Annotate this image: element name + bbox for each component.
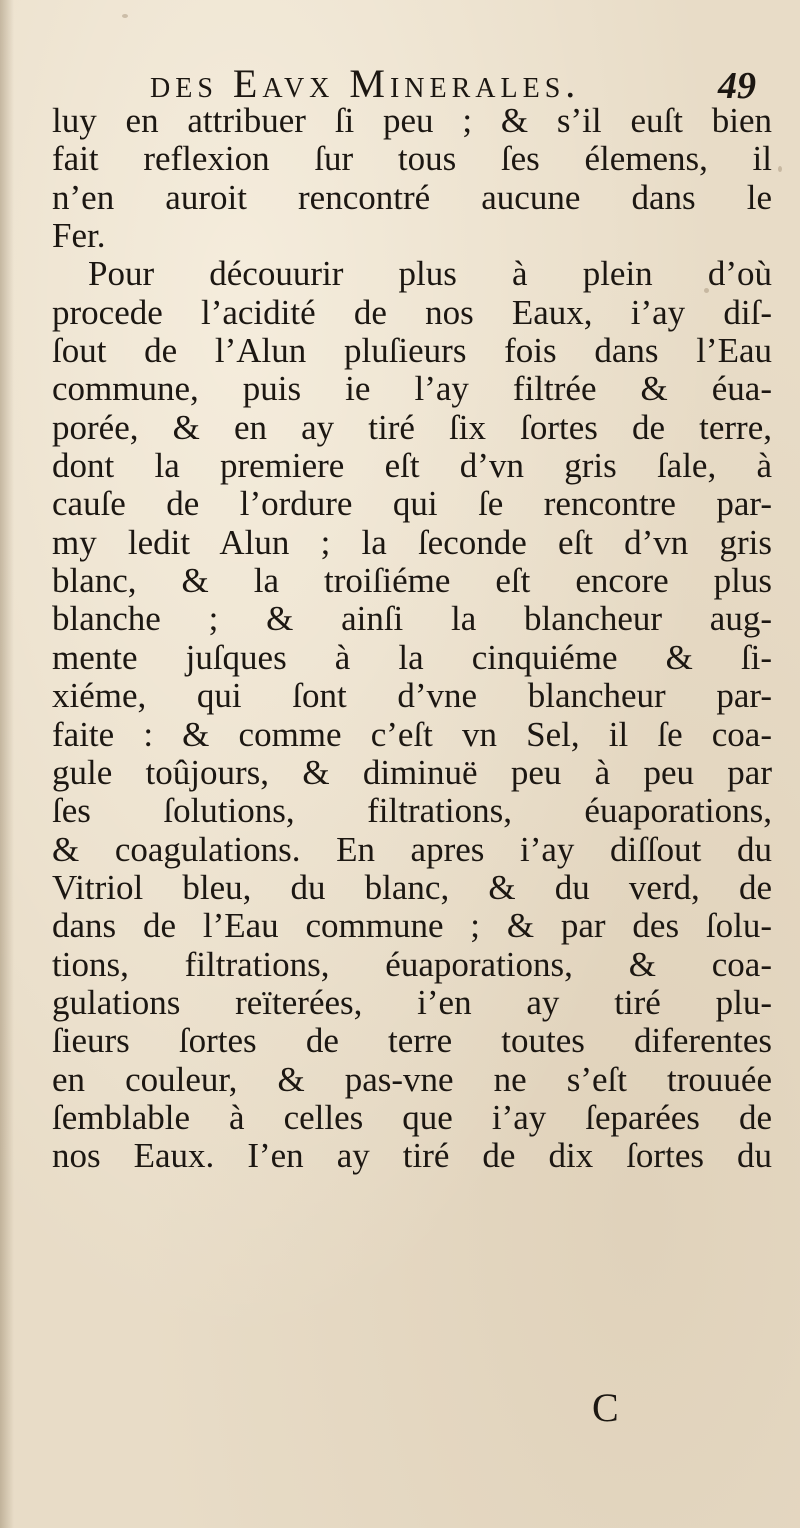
text-line: blanche ; & ainſi la blancheur aug- bbox=[52, 599, 772, 639]
text-line: n’en auroit rencontré aucune dans le bbox=[52, 177, 772, 217]
text-line: gule toûjours, & diminuë peu à peu par bbox=[52, 752, 772, 792]
running-title: des Eavx Minerales. bbox=[150, 61, 581, 106]
signature-mark: C bbox=[592, 1385, 619, 1430]
text-line: faite : & comme c’eſt vn Sel, il ſe coa- bbox=[52, 714, 772, 754]
text-line: Fer. bbox=[52, 216, 106, 256]
text-line: & coagulations. En apres i’ay diſſout du bbox=[52, 829, 772, 869]
text-line: xiéme, qui ſont d’vne blancheur par- bbox=[52, 676, 772, 716]
text-line: nos Eaux. I’en ay tiré de dix ſortes du bbox=[52, 1136, 772, 1176]
page-gutter-shadow bbox=[0, 0, 14, 1528]
text-line: dans de l’Eau commune ; & par des ſolu- bbox=[52, 906, 772, 946]
text-line: gulations reïterées, i’en ay tiré plu- bbox=[52, 982, 772, 1022]
text-line: blanc, & la troiſiéme eſt encore plus bbox=[52, 561, 772, 601]
text-line: mente juſques à la cinquiéme & ſi- bbox=[52, 637, 772, 677]
page-number: 49 bbox=[718, 65, 756, 107]
text-line: en couleur, & pas-vne ne s’eſt trouuée bbox=[52, 1059, 772, 1099]
text-line: Pour découurir plus à plein d’où bbox=[88, 254, 772, 294]
text-line: commune, puis ie l’ay filtrée & éua- bbox=[52, 369, 772, 409]
text-line: ſemblable à celles que i’ay ſeparées de bbox=[52, 1097, 772, 1137]
paper-speck bbox=[778, 166, 782, 172]
text-line: ſes ſolutions, filtrations, éuaporations, bbox=[52, 791, 772, 831]
text-line: Vitriol bleu, du blanc, & du verd, de bbox=[52, 867, 772, 907]
text-line: tions, filtrations, éuaporations, & coa- bbox=[52, 944, 772, 984]
text-line: ſout de l’Alun pluſieurs fois dans l’Eau bbox=[52, 331, 772, 371]
paper-speck bbox=[122, 14, 128, 18]
text-line: dont la premiere eſt d’vn gris ſale, à bbox=[52, 446, 772, 486]
text-line: my ledit Alun ; la ſeconde eſt d’vn gris bbox=[52, 522, 772, 562]
body-text bbox=[52, 102, 772, 1176]
running-header bbox=[150, 56, 760, 106]
text-line: ſieurs ſortes de terre toutes diferentes bbox=[52, 1021, 772, 1061]
text-line: cauſe de l’ordure qui ſe rencontre par- bbox=[52, 484, 772, 524]
text-line: porée, & en ay tiré ſix ſortes de terre, bbox=[52, 407, 772, 447]
text-line: luy en attribuer ſi peu ; & s’il euſt bien bbox=[52, 101, 772, 140]
text-line: procede l’acidité de nos Eaux, i’ay diſ- bbox=[52, 292, 772, 332]
text-line: fait reflexion ſur tous ſes élemens, il bbox=[52, 139, 772, 179]
